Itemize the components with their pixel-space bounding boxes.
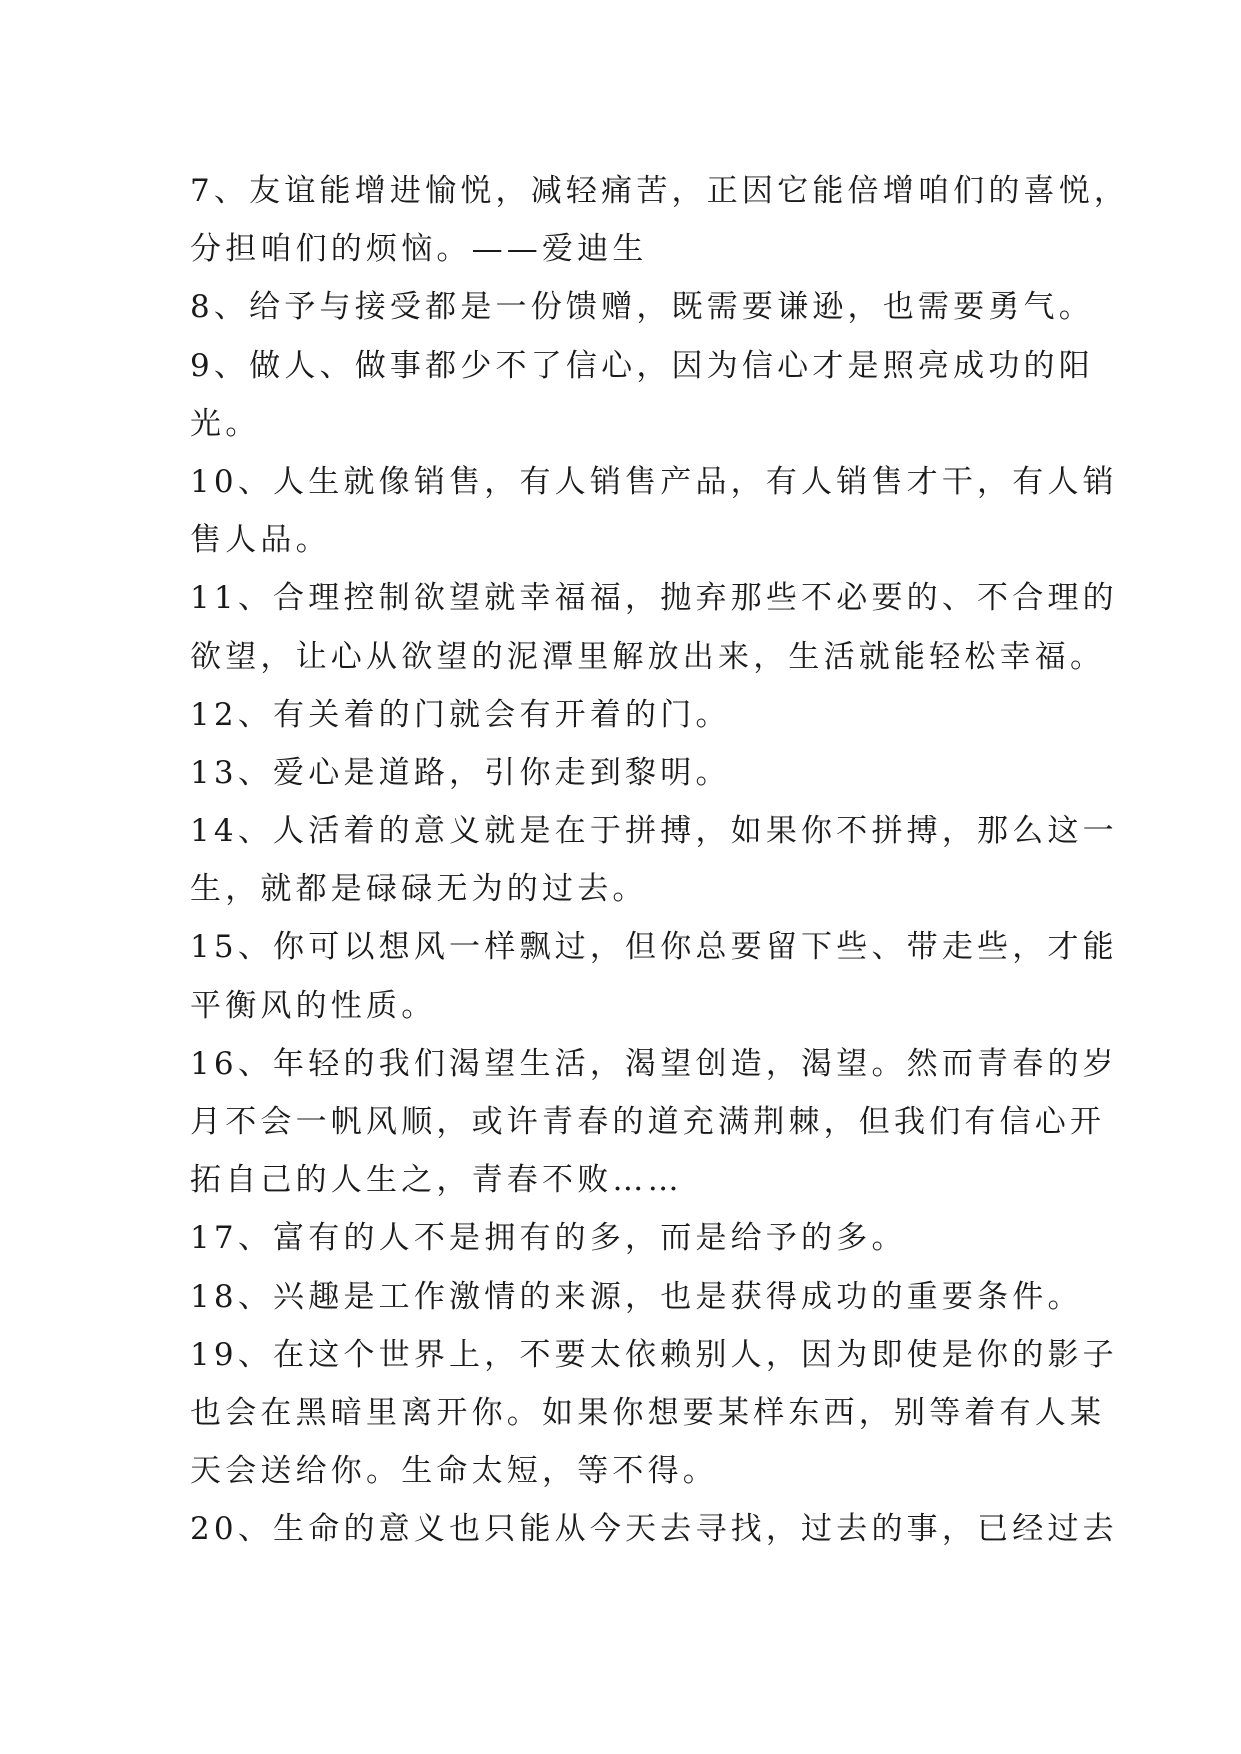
text-line: 20、生命的意义也只能从今天去寻找，过去的事，已经过去 (190, 1511, 1118, 1548)
text-line: 天会送给你。生命太短，等不得。 (190, 1453, 718, 1490)
text-line: 平衡风的性质。 (190, 987, 437, 1024)
text-line: 生，就都是碌碌无为的过去。 (190, 871, 648, 908)
text-line: 9、做人、做事都少不了信心，因为信心才是照亮成功的阳 (190, 347, 1094, 384)
text-line: 18、兴趣是工作激情的来源，也是获得成功的重要条件。 (190, 1278, 1083, 1315)
text-line: 分担咱们的烦恼。——爱迪生 (190, 231, 648, 268)
text-line: 7、友谊能增进愉悦，减轻痛苦，正因它能倍增咱们的喜悦， (190, 173, 1130, 209)
text-line: 月不会一帆风顺，或许青春的道充满荆棘，但我们有信心开 (190, 1104, 1106, 1140)
text-line: 8、给予与接受都是一份馈赠，既需要谦逊，也需要勇气。 (190, 289, 1094, 326)
text-line: 拓自己的人生之，青春不败…… (190, 1162, 683, 1199)
text-line: 19、在这个世界上，不要太依赖别人，因为即使是你的影子 (190, 1336, 1118, 1373)
text-line: 14、人活着的意义就是在于拼搏，如果你不拼搏，那么这一 (190, 813, 1118, 850)
text-line: 16、年轻的我们渴望生活，渴望创造，渴望。然而青春的岁 (190, 1045, 1118, 1082)
text-line: 13、爱心是道路，引你走到黎明。 (190, 754, 731, 791)
text-line: 欲望，让心从欲望的泥潭里解放出来，生活就能轻松幸福。 (190, 638, 1106, 675)
text-line: 12、有关着的门就会有开着的门。 (190, 696, 731, 733)
document-body (190, 162, 1130, 1559)
text-line: 15、你可以想风一样飘过，但你总要留下些、带走些，才能 (190, 929, 1118, 966)
text-line: 光。 (190, 405, 261, 442)
text-line: 11、合理控制欲望就幸福福，抛弃那些不必要的、不合理的 (190, 580, 1118, 617)
text-line: 10、人生就像销售，有人销售产品，有人销售才干，有人销 (190, 463, 1118, 500)
text-line: 也会在黑暗里离开你。如果你想要某样东西，别等着有人某 (190, 1394, 1106, 1431)
text-line: 17、富有的人不是拥有的多，而是给予的多。 (190, 1220, 907, 1257)
text-line: 售人品。 (190, 522, 331, 559)
